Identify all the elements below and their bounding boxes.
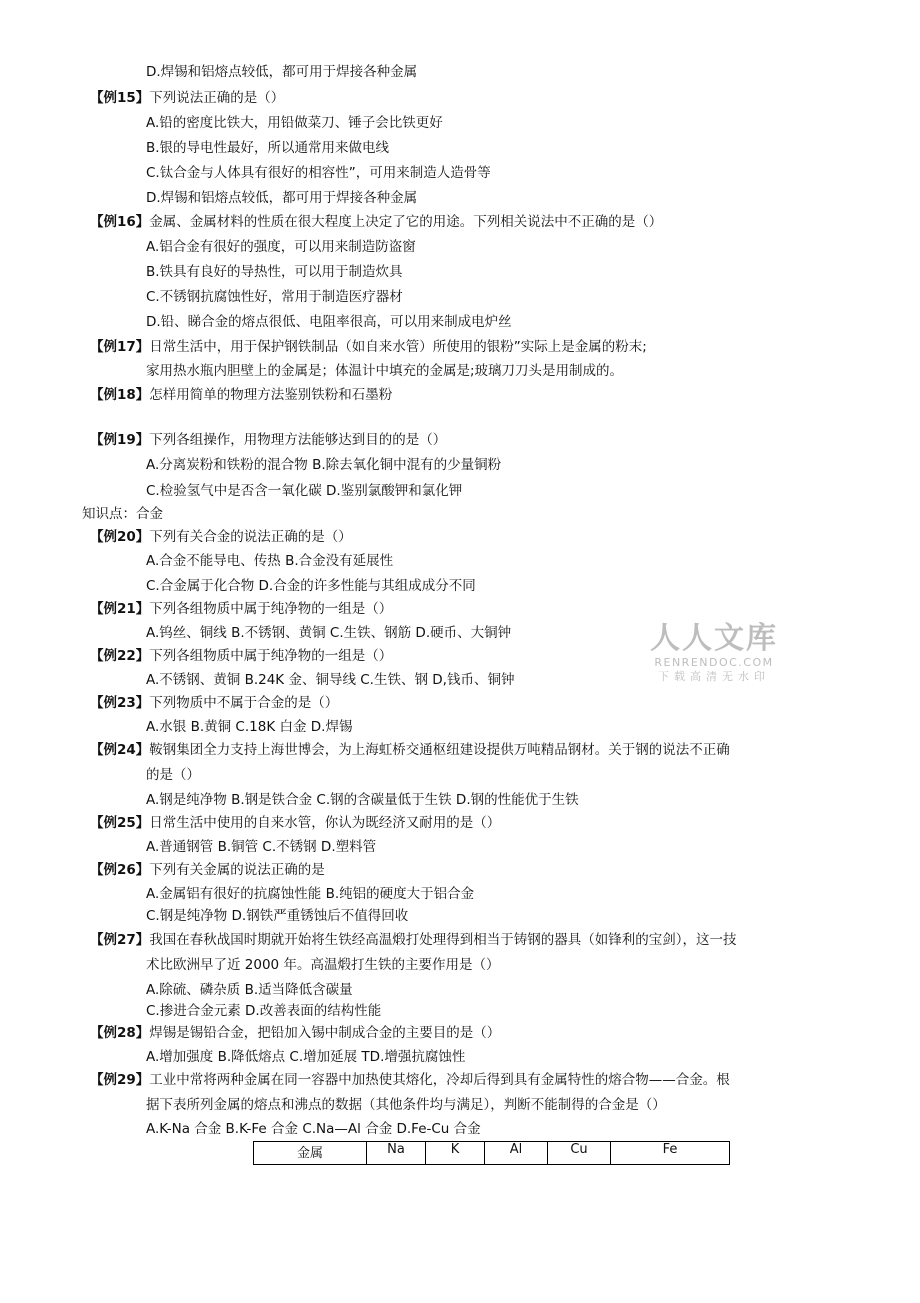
table-cell: Na	[367, 1142, 426, 1165]
knowledge-point-heading: 知识点：合金	[82, 506, 163, 522]
watermark	[650, 622, 778, 684]
question-17: 【例17】日常生活中，用于保护钢铁制品（如自来水管）所使用的银粉”实际上是金属的粉末;	[90, 339, 647, 355]
option-line: A.金属铝有很好的抗腐蚀性能 B.纯铝的硬度大于铝合金	[146, 886, 475, 902]
table-cell: K	[426, 1142, 485, 1165]
example-label: 【例28】	[90, 1025, 150, 1041]
option-line: A.除硫、磷杂质 B.适当降低含碳量	[146, 982, 353, 998]
option-line: D.焊锡和铝熔点较低，都可用于焊接各种金属	[146, 64, 418, 80]
option-line: C.不锈钢抗腐蚀性好，常用于制造医疗器材	[146, 289, 403, 305]
option-line: D.焊锡和铝熔点较低，都可用于焊接各种金属	[146, 190, 418, 206]
question-18: 【例18】怎样用简单的物理方法鉴别铁粉和石墨粉	[90, 387, 393, 403]
option-line: A.铝合金有很好的强度，可以用来制造防盗窗	[146, 239, 416, 255]
question-15: 【例15】下列说法正确的是（）	[90, 90, 285, 106]
watermark-slogan: 下载高清无水印	[658, 670, 770, 683]
question-23: 【例23】下列物质中不属于合金的是（）	[90, 695, 339, 711]
question-26: 【例26】下列有关金属的说法正确的是	[90, 862, 325, 878]
option-line: A.水银 B.黄铜 C.18K 白金 D.焊锡	[146, 719, 353, 735]
example-label: 【例17】	[90, 339, 150, 355]
example-label: 【例15】	[90, 90, 150, 106]
question-19: 【例19】下列各组操作，用物理方法能够达到目的的是（）	[90, 432, 447, 448]
option-line: C.掺进合金元素 D.改善表面的结构性能	[146, 1003, 382, 1019]
example-label: 【例29】	[90, 1072, 150, 1088]
option-line: C.钛合金与人体具有很好的相容性”，可用来制造人造骨等	[146, 165, 491, 181]
option-line: B.银的导电性最好，所以通常用来做电线	[146, 140, 390, 156]
question-20: 【例20】下列有关合金的说法正确的是（）	[90, 529, 352, 545]
option-line: A.增加强度 B.降低熔点 C.增加延展 TD.增强抗腐蚀性	[146, 1049, 466, 1065]
option-line: A.分离炭粉和铁粉的混合物 B.除去氧化铜中混有的少量铜粉	[146, 457, 502, 473]
option-line: A.不锈钢、黄铜 B.24K 金、铜导线 C.生铁、钢 D,钱币、铜钟	[146, 672, 515, 688]
option-line: C.钢是纯净物 D.钢铁严重锈蚀后不值得回收	[146, 908, 409, 924]
example-label: 【例23】	[90, 695, 150, 711]
example-label: 【例16】	[90, 214, 150, 230]
example-label: 【例25】	[90, 815, 150, 831]
example-label: 【例24】	[90, 742, 150, 758]
question-27: 【例27】我国在春秋战国时期就开始将生铁经高温煅打处理得到相当于铸钢的器具（如锋利的宝剑），这一技	[90, 932, 737, 948]
option-line: A.K-Na 合金 B.K-Fe 合金 C.Na—Al 合金 D.Fe-Cu 合金	[146, 1121, 481, 1137]
question-28: 【例28】焊锡是锡铅合金，把铅加入锡中制成合金的主要目的是（）	[90, 1025, 501, 1041]
option-line: A.合金不能导电、传热 B.合金没有延展性	[146, 553, 394, 569]
example-label: 【例22】	[90, 648, 150, 664]
question-continuation: 的是（）	[146, 767, 200, 783]
question-24: 【例24】鞍钢集团全力支持上海世博会，为上海虹桥交通枢纽建设提供万吨精品钢材。关于钢的说法不正确	[90, 742, 730, 758]
option-line: A.铅的密度比铁大，用铅做菜刀、锤子会比铁更好	[146, 115, 443, 131]
question-continuation: 家用热水瓶内胆壁上的金属是；体温计中填充的金属是;玻璃刀刀头是用制成的。	[146, 363, 624, 379]
question-continuation: 据下表所列金属的熔点和沸点的数据（其他条件均与满足），判断不能制得的合金是（）	[146, 1097, 666, 1113]
table-cell: Al	[485, 1142, 548, 1165]
option-line: A.普通钢管 B.铜管 C.不锈钢 D.塑料管	[146, 839, 377, 855]
watermark-site: RENRENDOC.COM	[654, 656, 774, 669]
option-line: A.钨丝、铜线 B.不锈钢、黄铜 C.生铁、钢筋 D.硬币、大铜钟	[146, 625, 512, 641]
table-row	[254, 1142, 730, 1165]
table-cell: Fe	[611, 1142, 730, 1165]
example-label: 【例26】	[90, 862, 150, 878]
metal-data-table	[253, 1141, 730, 1165]
watermark-title: 人人文库	[650, 621, 778, 656]
question-29: 【例29】工业中常将两种金属在同一容器中加热使其熔化，冷却后得到具有金属特性的熔合物——合金。根	[90, 1072, 730, 1088]
table-cell: 金属	[254, 1142, 367, 1165]
question-21: 【例21】下列各组物质中属于纯净物的一组是（）	[90, 601, 393, 617]
option-line: C.合金属于化合物 D.合金的许多性能与其组成成分不同	[146, 578, 476, 594]
example-label: 【例20】	[90, 529, 150, 545]
question-16: 【例16】金属、金属材料的性质在很大程度上决定了它的用途。下列相关说法中不正确的是（）	[90, 214, 663, 230]
example-label: 【例21】	[90, 601, 150, 617]
question-continuation: 术比欧洲早了近 2000 年。高温煅打生铁的主要作用是（）	[146, 957, 500, 973]
example-label: 【例19】	[90, 432, 150, 448]
option-line: D.铅、睇合金的熔点很低、电阻率很高，可以用来制成电炉丝	[146, 314, 512, 330]
example-label: 【例27】	[90, 932, 150, 948]
option-line: C.检验氢气中是否含一氧化碳 D.鉴别氯酸钾和氯化钾	[146, 483, 463, 499]
table-cell: Cu	[548, 1142, 611, 1165]
question-22: 【例22】下列各组物质中属于纯净物的一组是（）	[90, 648, 393, 664]
option-line: A.钢是纯净物 B.钢是铁合金 C.钢的含碳量低于生铁 D.钢的性能优于生铁	[146, 792, 579, 808]
question-25: 【例25】日常生活中使用的自来水管，你认为既经济又耐用的是（）	[90, 815, 501, 831]
example-label: 【例18】	[90, 387, 150, 403]
option-line: B.铁具有良好的导热性，可以用于制造炊具	[146, 264, 403, 280]
